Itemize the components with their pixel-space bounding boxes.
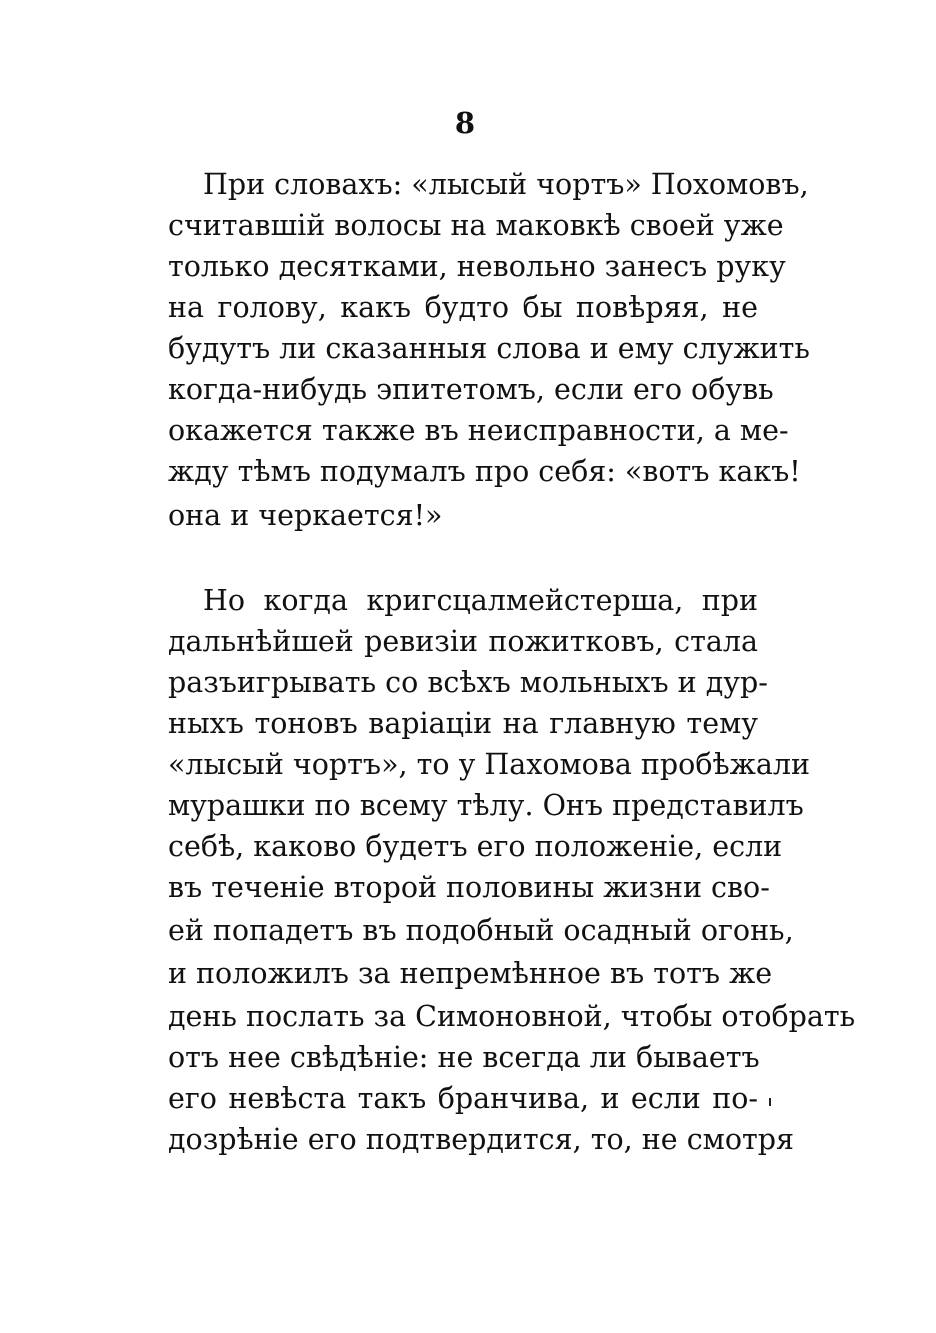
text-line: день послать за Симоновной, чтобы отобрать xyxy=(168,1000,856,1033)
text-line: дальнѣйшей ревизіи пожитковъ, стала xyxy=(168,625,758,658)
text-line: только десятками, невольно занесъ руку xyxy=(168,250,786,283)
margin-mark xyxy=(769,1098,771,1106)
text-line: она и черкается!» xyxy=(168,499,443,532)
text-line: Но когда кригсцалмейстерша, при xyxy=(203,584,758,617)
text-line: считавшій волосы на маковкѣ своей уже xyxy=(168,209,784,242)
text-line: на голову, какъ будто бы повѣряя, не xyxy=(168,291,758,324)
text-line: ей попадетъ въ подобный осадный огонь, xyxy=(168,914,794,947)
text-line: мурашки по всему тѣлу. Онъ представилъ xyxy=(168,789,804,822)
text-line: окажется также въ неисправности, а ме- xyxy=(168,414,789,447)
text-line: жду тѣмъ подумалъ про себя: «вотъ какъ! xyxy=(168,455,801,488)
text-line: «лысый чортъ», то у Пахомова пробѣжали xyxy=(168,748,810,781)
text-line: При словахъ: «лысый чортъ» Похомовъ, xyxy=(203,168,809,201)
text-line: ныхъ тоновъ варіаціи на главную тему xyxy=(168,707,758,740)
text-line: когда-нибудь эпитетомъ, если его обувь xyxy=(168,373,774,406)
text-line: и положилъ за непремѣнное въ тотъ же xyxy=(168,957,773,990)
text-line: отъ нее свѣдѣніе: не всегда ли бываетъ xyxy=(168,1041,760,1074)
text-line: будутъ ли сказанныя слова и ему служить xyxy=(168,332,810,365)
text-line: въ теченіе второй половины жизни сво- xyxy=(168,871,770,904)
text-line: разъигрывать со всѣхъ мольныхъ и дур- xyxy=(168,666,768,699)
text-line: себѣ, каково будетъ его положеніе, если xyxy=(168,830,783,863)
text-line: дозрѣніе его подтвердится, то, не смотря xyxy=(168,1123,794,1156)
text-line: его невѣста такъ бранчива, и если по- xyxy=(168,1082,758,1115)
page-number: 8 xyxy=(454,106,476,140)
